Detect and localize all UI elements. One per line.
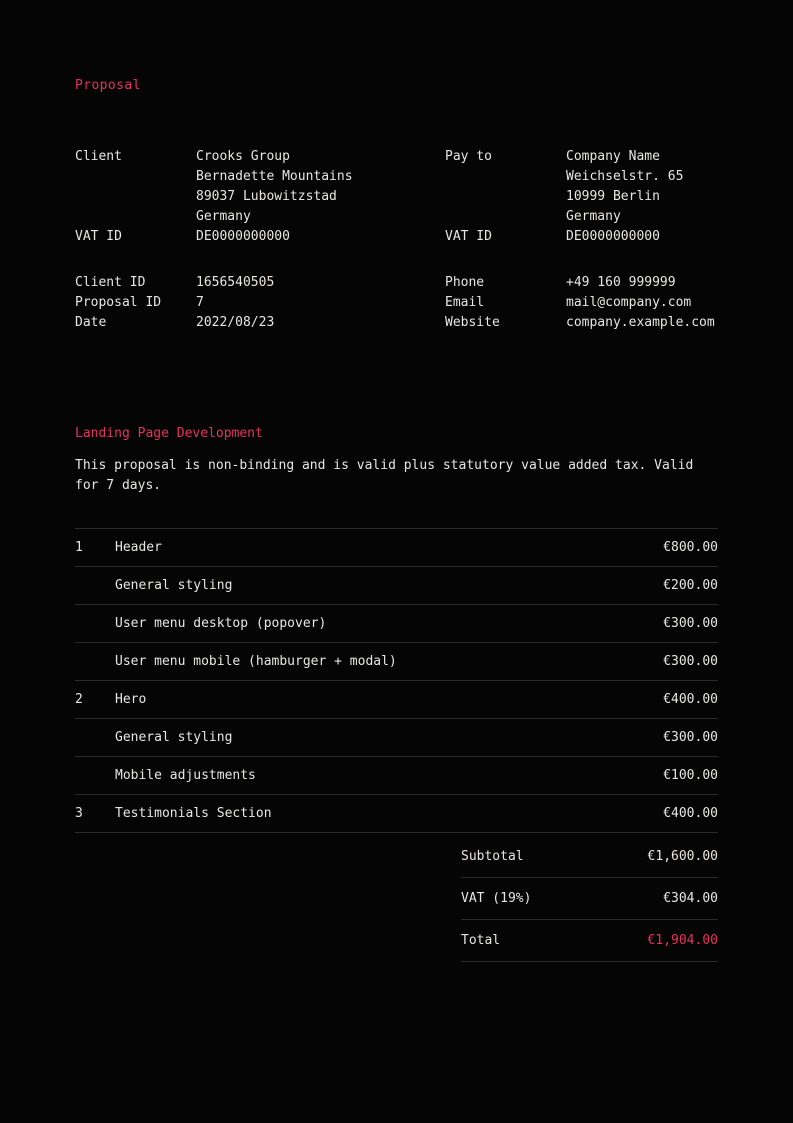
document-page	[75, 0, 718, 1123]
meta-value: Germany	[196, 209, 251, 224]
meta-value: DE0000000000	[196, 229, 290, 244]
item-description: Testimonials Section	[115, 805, 272, 821]
payee-info-labels	[445, 147, 566, 333]
meta-value: 1656540505	[196, 275, 275, 290]
item-price: €400.00	[663, 691, 718, 707]
item-description: User menu desktop (popover)	[115, 615, 327, 631]
meta-value: Germany	[566, 209, 621, 224]
item-number	[75, 757, 115, 795]
meta-block	[75, 147, 718, 333]
meta-value: mail@company.com	[566, 295, 692, 310]
meta-label: Client ID	[75, 275, 146, 290]
item-description: Header	[115, 539, 162, 555]
line-items-table	[75, 528, 718, 833]
table-row	[75, 605, 718, 643]
meta-value: company.example.com	[566, 315, 715, 330]
item-number: 1	[75, 539, 83, 555]
meta-label	[445, 187, 566, 207]
item-description: General styling	[115, 577, 233, 593]
meta-value: Bernadette Mountains	[196, 169, 353, 184]
totals-row-vat	[461, 878, 718, 920]
item-number	[75, 567, 115, 605]
totals-value-total: €1,904.00	[647, 932, 718, 948]
totals-table	[461, 836, 718, 962]
item-price: €300.00	[663, 729, 718, 745]
client-info-column	[75, 147, 445, 333]
item-number	[75, 643, 115, 681]
payee-info-values	[566, 147, 718, 333]
client-info-values	[196, 147, 445, 333]
meta-value: 7	[196, 295, 204, 310]
meta-value: 89037 Lubowitzstad	[196, 189, 337, 204]
meta-label	[75, 167, 196, 187]
item-description: User menu mobile (hamburger + modal)	[115, 653, 397, 669]
totals-label: Total	[461, 932, 501, 948]
document-title: Proposal	[75, 78, 141, 93]
item-description: General styling	[115, 729, 233, 745]
meta-spacer	[445, 247, 566, 273]
meta-label: Pay to	[445, 149, 492, 164]
meta-label: Email	[445, 295, 485, 310]
totals-value: €304.00	[663, 890, 718, 906]
table-row	[75, 681, 718, 719]
table-row	[75, 643, 718, 681]
item-price: €800.00	[663, 539, 718, 555]
meta-value: DE0000000000	[566, 229, 660, 244]
table-row	[75, 567, 718, 605]
payee-info-column	[445, 147, 718, 333]
meta-value: 2022/08/23	[196, 315, 275, 330]
totals-row-total	[461, 920, 718, 962]
item-description: Hero	[115, 691, 147, 707]
meta-value: +49 160 999999	[566, 275, 676, 290]
item-number: 3	[75, 805, 83, 821]
meta-spacer	[566, 247, 718, 273]
item-price: €100.00	[663, 767, 718, 783]
item-price: €300.00	[663, 615, 718, 631]
meta-spacer	[196, 247, 445, 273]
item-number	[75, 605, 115, 643]
meta-label: VAT ID	[445, 229, 492, 244]
meta-label: VAT ID	[75, 229, 122, 244]
project-title: Landing Page Development	[75, 426, 263, 441]
meta-label	[445, 207, 566, 227]
meta-label: Phone	[445, 275, 485, 290]
totals-label: Subtotal	[461, 848, 524, 864]
meta-label	[75, 207, 196, 227]
meta-label: Client	[75, 149, 122, 164]
item-number: 2	[75, 691, 83, 707]
project-description: This proposal is non-binding and is valid plus statutory value added tax. Valid for 7 days.	[75, 458, 694, 493]
meta-value: 10999 Berlin	[566, 189, 660, 204]
meta-value: Company Name	[566, 149, 660, 164]
table-row	[75, 719, 718, 757]
item-price: €300.00	[663, 653, 718, 669]
table-row	[75, 795, 718, 833]
totals-label: VAT (19%)	[461, 890, 532, 906]
meta-value: Weichselstr. 65	[566, 169, 684, 184]
table-row	[75, 529, 718, 567]
totals-row-subtotal	[461, 836, 718, 878]
table-row	[75, 757, 718, 795]
item-description: Mobile adjustments	[115, 767, 256, 783]
meta-label	[445, 167, 566, 187]
meta-value: Crooks Group	[196, 149, 290, 164]
meta-label: Date	[75, 315, 107, 330]
meta-label: Proposal ID	[75, 295, 162, 310]
meta-spacer	[75, 247, 196, 273]
item-price: €400.00	[663, 805, 718, 821]
meta-label: Website	[445, 315, 500, 330]
totals-value: €1,600.00	[647, 848, 718, 864]
meta-label	[75, 187, 196, 207]
client-info-labels	[75, 147, 196, 333]
item-number	[75, 719, 115, 757]
item-price: €200.00	[663, 577, 718, 593]
